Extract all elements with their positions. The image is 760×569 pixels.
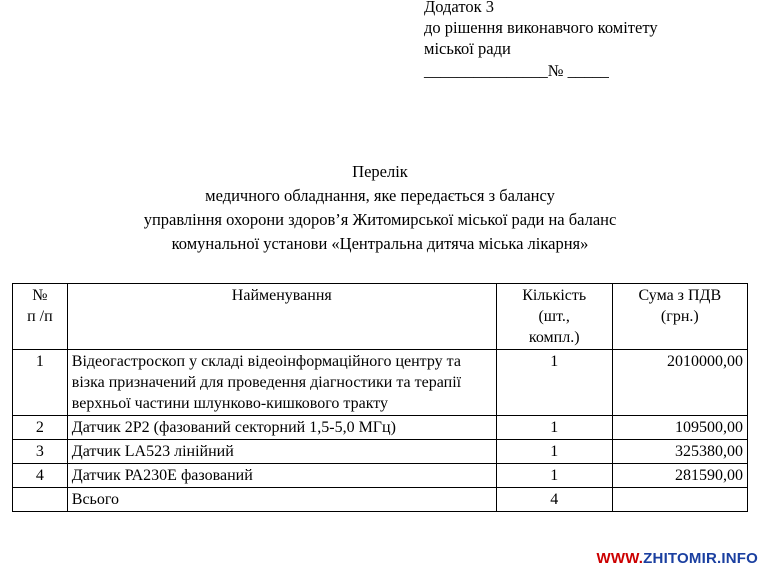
equipment-table xyxy=(12,283,748,512)
cell-quantity: 1 xyxy=(496,440,612,464)
header-line-3: міської ради xyxy=(424,39,511,58)
document-title xyxy=(0,160,760,256)
cell-name: Всього xyxy=(67,488,496,512)
table-row xyxy=(13,350,748,416)
title-line-2: медичного обладнання, яке передається з балансу xyxy=(205,186,555,205)
title-line-1: Перелік xyxy=(352,162,408,181)
column-header-number-sub: п /п xyxy=(27,308,53,325)
cell-name: Датчик 2Р2 (фазований секторний 1,5-5,0 МГц) xyxy=(67,416,496,440)
document-header xyxy=(424,0,754,59)
cell-sum xyxy=(612,488,747,512)
cell-sum: 2010000,00 xyxy=(612,350,747,416)
table-row xyxy=(13,440,748,464)
cell-name: Відеогастроскоп у складі відеоінформаційного центру та візка призначений для проведення діагностики та терапії верхньої частини шлунково-кишкового тракту xyxy=(67,350,496,416)
cell-number: 4 xyxy=(13,464,68,488)
cell-name: Датчик РА230Е фазований xyxy=(67,464,496,488)
column-header-sum-main: Сума з ПДВ xyxy=(638,287,722,304)
table-row xyxy=(13,416,748,440)
cell-number xyxy=(13,488,68,512)
cell-quantity: 1 xyxy=(496,350,612,416)
cell-quantity: 1 xyxy=(496,416,612,440)
cell-quantity: 4 xyxy=(496,488,612,512)
column-header-quantity xyxy=(496,284,612,350)
title-line-4: комунальної установи «Центральна дитяча міська лікарня» xyxy=(171,234,589,253)
column-header-number-main: № xyxy=(32,287,48,304)
header-line-1: Додаток 3 xyxy=(424,0,494,16)
watermark-domain: ZHITOMIR.INFO xyxy=(643,550,758,567)
column-header-number xyxy=(13,284,68,350)
cell-name: Датчик LA523 лінійний xyxy=(67,440,496,464)
table-row-total xyxy=(13,488,748,512)
cell-sum: 109500,00 xyxy=(612,416,747,440)
column-header-name: Найменування xyxy=(67,284,496,350)
watermark-prefix: WWW. xyxy=(596,550,644,567)
column-header-sum-sub: (грн.) xyxy=(660,308,699,325)
table-header-row xyxy=(13,284,748,350)
cell-quantity: 1 xyxy=(496,464,612,488)
cell-number: 2 xyxy=(13,416,68,440)
column-header-quantity-sub2: компл.) xyxy=(528,329,580,346)
cell-sum: 281590,00 xyxy=(612,464,747,488)
title-line-3: управління охорони здоров’я Житомирської міської ради на баланс xyxy=(143,210,617,229)
cell-sum: 325380,00 xyxy=(612,440,747,464)
header-blank-line: _______________№ _____ xyxy=(424,61,609,80)
column-header-quantity-main: Кількість xyxy=(522,287,587,304)
column-header-quantity-sub1: (шт., xyxy=(538,308,570,325)
column-header-sum xyxy=(612,284,747,350)
site-watermark xyxy=(597,550,758,567)
cell-number: 3 xyxy=(13,440,68,464)
cell-number: 1 xyxy=(13,350,68,416)
header-line-2: до рішення виконавчого комітету xyxy=(424,18,658,37)
table-row xyxy=(13,464,748,488)
